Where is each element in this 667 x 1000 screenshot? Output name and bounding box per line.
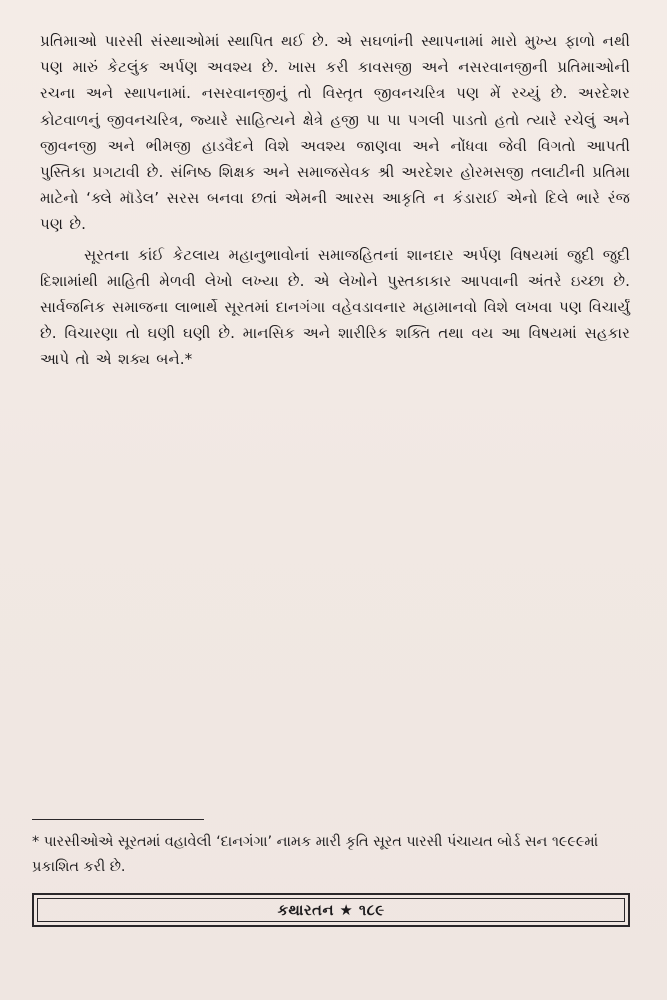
body-text [40, 28, 630, 373]
running-footer [32, 893, 630, 927]
footnote: * પારસીઓએ સૂરતમાં વહાવેલી ‘દાનગંગા’ નામક મારી કૃતિ સૂરત પારસી પંચાયત બોર્ડ સન ૧૯૯૯માં પ્રકાશિત કરી છે. [32, 834, 599, 875]
paragraph-1: પ્રતિમાઓ પારસી સંસ્થાઓમાં સ્થાપિત થઈ છે. એ સઘળાંની સ્થાપનામાં મારો મુખ્ય ફાળો નથી પણ મારું કેટલુંક અર્પણ અવશ્ય છે. ખાસ કરી કાવસજી અને નસરવાનજીની પ્રતિમાઓની રચના અને સ્થાપનામાં. નસરવાનજીનું તો વિસ્તૃત જીવનચરિત્ર પણ મેં રચ્યું છે. અરદેશર કોટવાળનું જીવનચરિત્ર, જ્યારે સાહિત્યને ક્ષેત્રે હજી પા પા પગલી પાડતો હતો ત્યારે રચેલું અને જીવનજી અને ભીમજી હાડવૈદને વિશે અવશ્ય જાણવા અને નોંધવા જેવી વિગતો આપતી પુસ્તિકા પ્રગટાવી છે. સંનિષ્ઠ શિક્ષક અને સમાજસેવક શ્રી અરદેશર હોરમસજી તલાટીની પ્રતિમા માટેનો ‘ક્લે મૉડેલ’ સરસ બનવા છતાં એમની આરસ આકૃતિ ન કંડારાઈ એનો દિલે ભારે રંજ પણ છે. [40, 32, 630, 234]
page-folio: કથારતન ★ ૧૮૯ [277, 901, 385, 919]
paragraph-2: સૂરતના કાંઈ કેટલાય મહાનુભાવોનાં સમાજહિતનાં શાનદાર અર્પણ વિષયમાં જુદી જુદી દિશામાંથી માહિતી મેળવી લેખો લખ્યા છે. એ લેખોને પુસ્તકાકાર આપવાની અંતરે ઇચ્છા છે. સાર્વજનિક સમાજના લાભાર્થે સૂરતમાં દાનગંગા વહેવડાવનાર મહામાનવો વિશે લખવા પણ વિચાર્યું છે. વિચારણા તો ઘણી ઘણી છે. માનસિક અને શારીરિક શક્તિ તથા વય આ વિષયમાં સહકાર આપે તો એ શક્ય બને.* [40, 245, 630, 369]
footnote-divider [32, 819, 204, 820]
